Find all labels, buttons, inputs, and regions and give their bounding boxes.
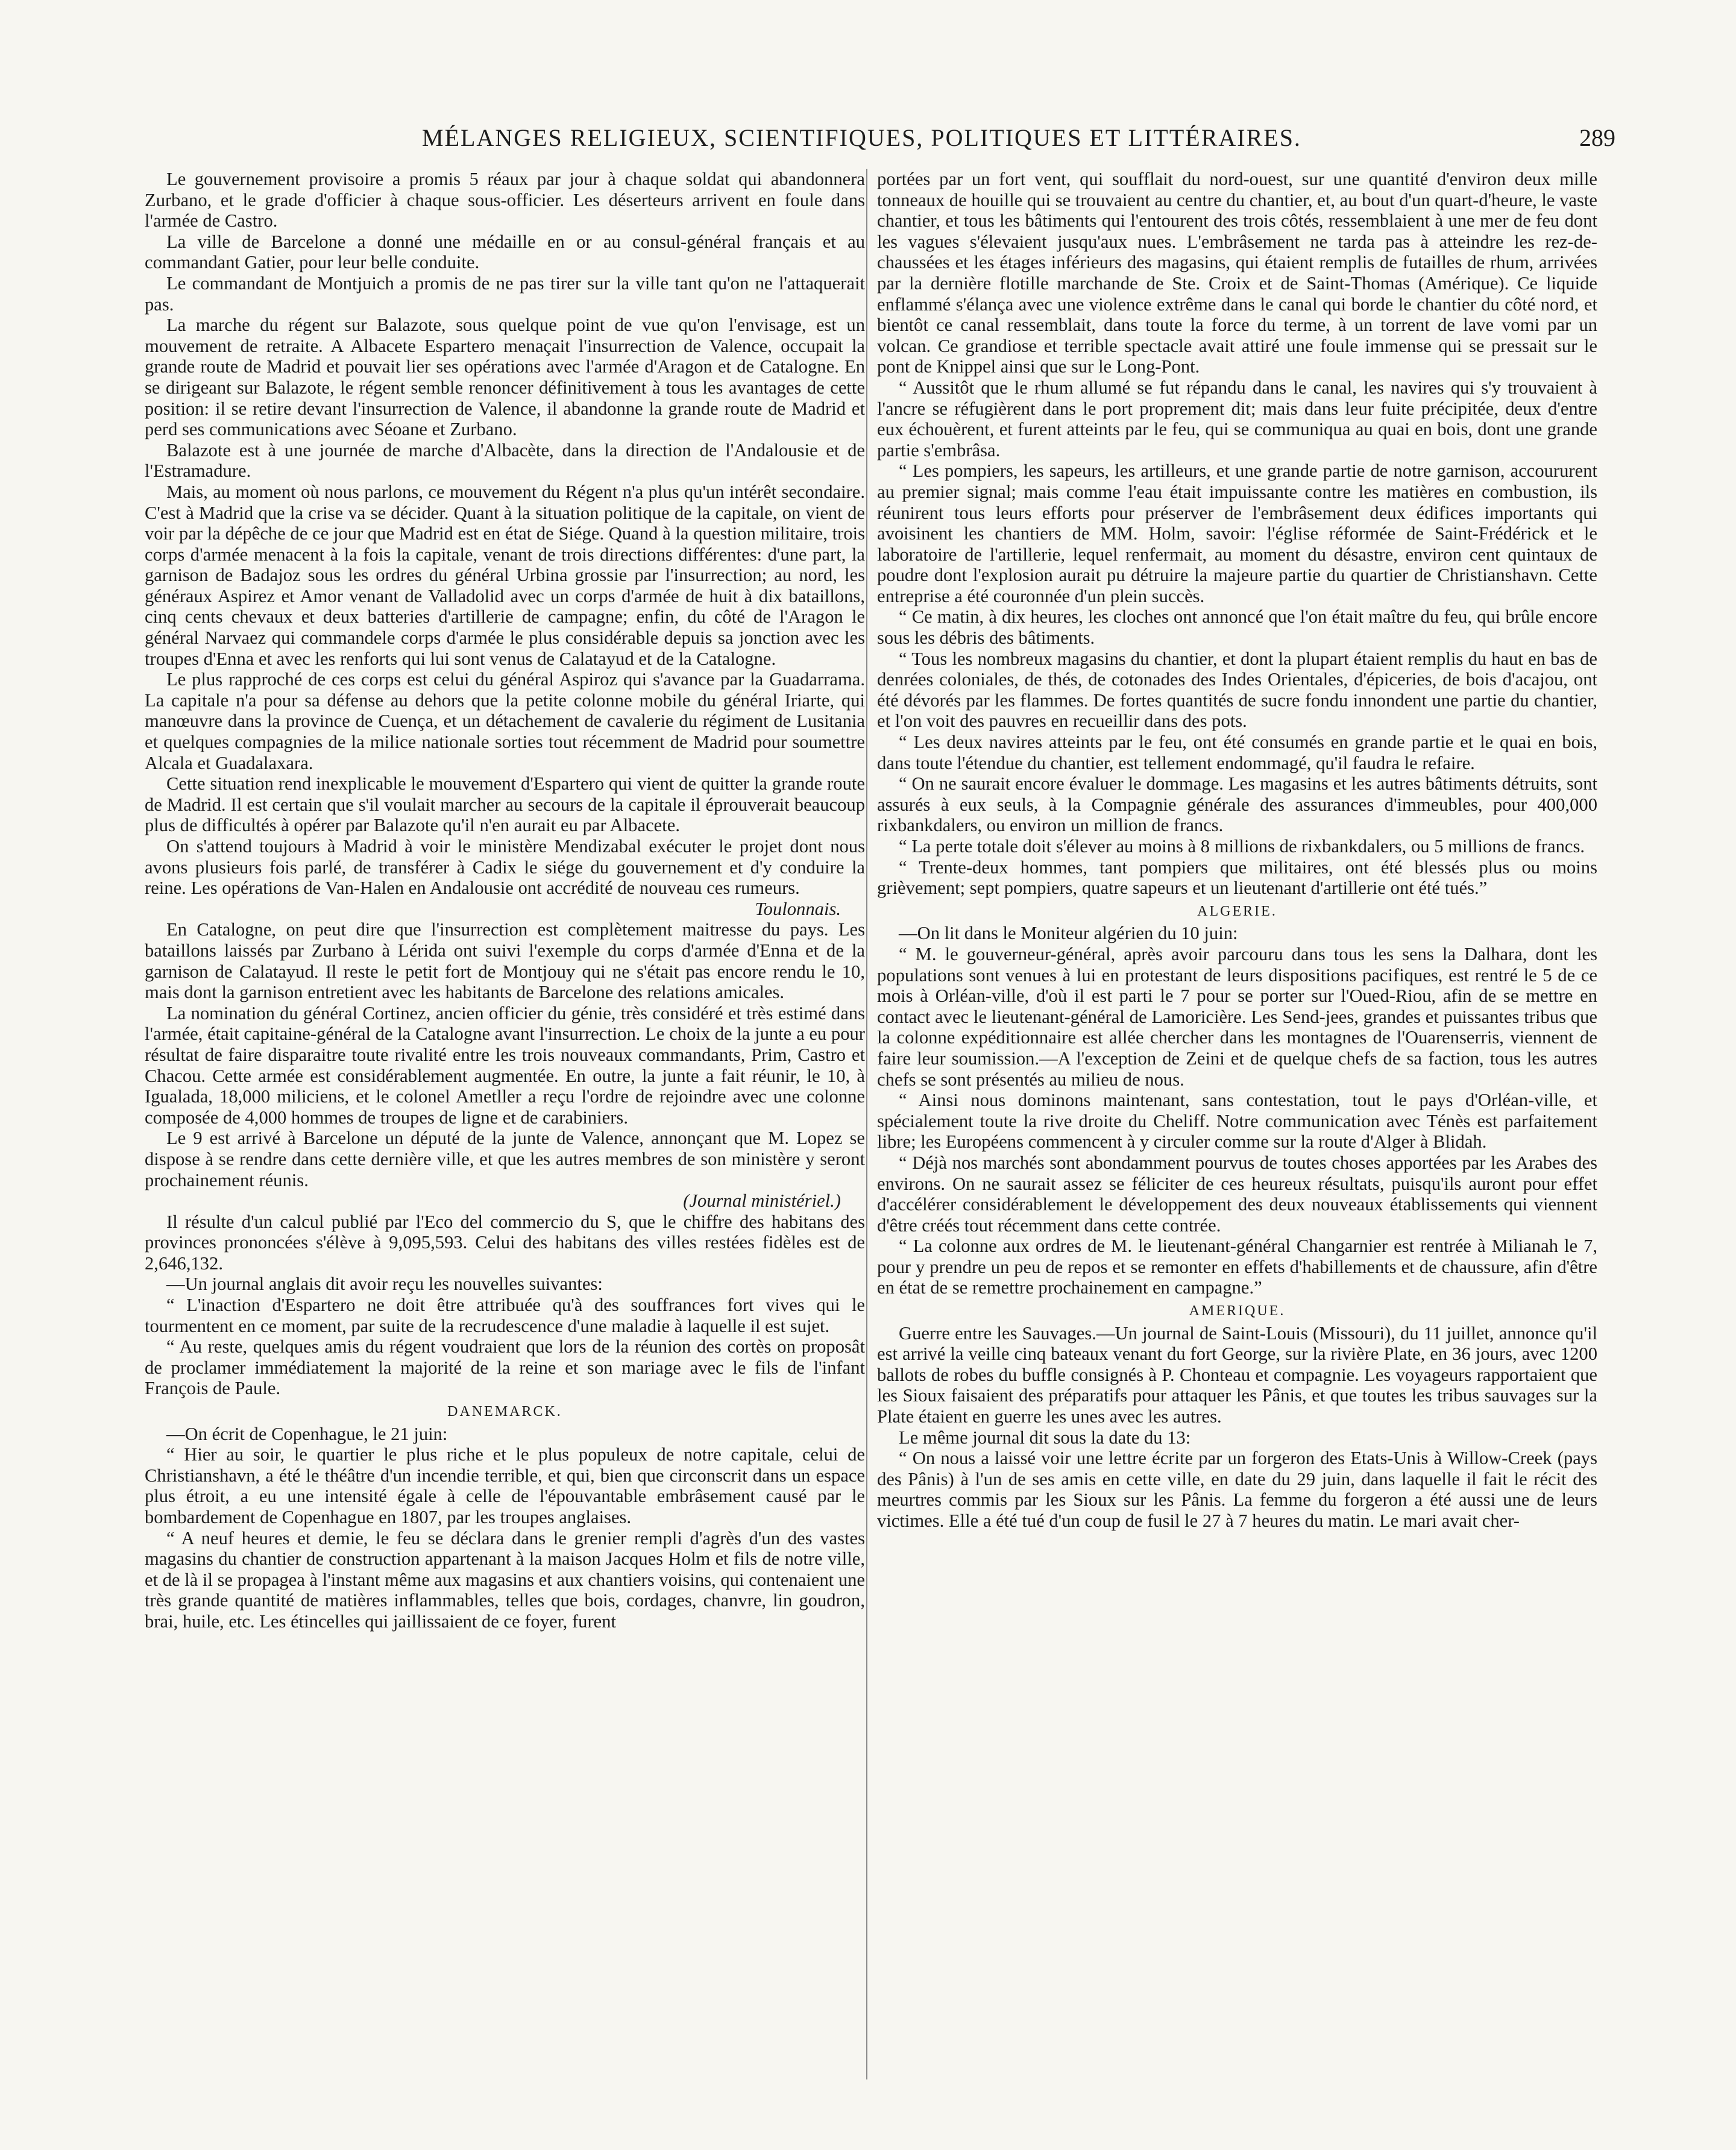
article-paragraph: “ Déjà nos marchés sont abondamment pourvus de toutes choses apportées par les Arabes des environs. On ne saurait assez se féliciter de ces heureux résultats, puisqu'ils auront pour effet d'accélérer considérablement le développement des deux nouveaux établissements qui viennent d'être créés tout récemment dans cette contrée. — [877, 1152, 1597, 1236]
article-paragraph: Balazote est à une journée de marche d'Albacète, dans la direction de l'Andalousie et de l'Estramadure. — [145, 439, 865, 482]
article-paragraph: “ Trente-deux hommes, tant pompiers que militaires, ont été blessés plus ou moins grièvement; sept pompiers, quatre sapeurs et un lieutenant d'artillerie ont été tués.” — [877, 857, 1597, 899]
running-title: MÉLANGES RELIGIEUX, SCIENTIFIQUES, POLITIQUES ET LITTÉRAIRES. — [422, 124, 1301, 151]
article-paragraph: —On écrit de Copenhague, le 21 juin: — [166, 1423, 448, 1444]
article-paragraph: “ Ce matin, à dix heures, les cloches ont annoncé que l'on était maître du feu, qui brûle encore sous les débris des bâtiments. — [877, 606, 1597, 649]
article-paragraph: “ Ainsi nous dominons maintenant, sans contestation, tout le pays d'Orléan-ville, et spécialement toute la rive droite du Cheliff. Notre communication avec Ténès est parfaitement libre; les Européens commencent à y circuler comme sur la route d'Alger à Blidah. — [877, 1090, 1597, 1152]
article-paragraph: “ Les deux navires atteints par le feu, ont été consumés en grande partie et le quai en bois, dans toute l'étendue du chantier, est tellement endommagé, qu'il faudra le refaire. — [877, 732, 1597, 773]
article-paragraph: Le 9 est arrivé à Barcelone un député de la junte de Valence, annonçant que M. Lopez se dispose à se rendre dans cette dernière ville, et que les autres membres de son ministère y seront prochainement réunis. — [145, 1128, 865, 1190]
article-paragraph: La nomination du général Cortinez, ancien officier du génie, très considéré et très estimé dans l'armée, était capitaine-général de la Catalogne avant l'insurrection. Le choix de la junte a eu pour résultat de faire disparaitre toute rivalité entre les trois nouveaux commandants, Prim, Castro et Chacou. Cette armée est considérablement augmentée. En outre, la junte a fait réunir, le 10, à Igualada, 18,000 miliciens, et le colonel Ametller a reçu l'ordre de rejoindre avec une colonne composée de 4,000 hommes de troupes de ligne et de carabiniers. — [145, 1002, 865, 1128]
page-header — [169, 124, 1615, 160]
article-paragraph: “ Les pompiers, les sapeurs, les artilleurs, et une grande partie de notre garnison, accoururent au premier signal; mais comme l'eau était impuissante contre les matières en combustion, ils réunirent tous leurs efforts pour préserver de l'embrâsement deux édifices importants qui avoisinent les chantiers de MM. Holm, savoir: l'église réformée de Saint-Frédérick et le laboratoire de l'artillerie, lequel renfermait, au moment du désastre, environ cent quintaux de poudre dont l'explosion aurait pu détruire la majeure partie du quartier de Christianshavn. Cette entreprise a été couronnée d'un plein succès. — [877, 460, 1597, 606]
left-column — [145, 169, 865, 2079]
article-paragraph: Le commandant de Montjuich a promis de ne pas tirer sur la ville tant qu'on ne l'attaquerait pas. — [145, 272, 865, 315]
source-attribution: (Journal ministériel.) — [683, 1190, 841, 1212]
section-heading: ALGERIE. — [1197, 903, 1277, 919]
article-paragraph: “ L'inaction d'Espartero ne doit être attribuée qu'à des souffrances fort vives qui le tourmentent en ce moment, par suite de la recrudescence d'une maladie à laquelle il est sujet. — [145, 1295, 865, 1336]
article-paragraph: —On lit dans le Moniteur algérien du 10 juin: — [899, 923, 1238, 944]
article-paragraph: Cette situation rend inexplicable le mouvement d'Espartero qui vient de quitter la grande route de Madrid. Il est certain que s'il voulait marcher au secours de la capitale il éprouverait beaucoup plus de difficultés à opérer par Balazote qu'il n'en aurait eu par Albacete. — [145, 773, 865, 836]
article-paragraph: “ La colonne aux ordres de M. le lieutenant-général Changarnier est rentrée à Milianah le 7, pour y prendre un peu de repos et se remonter en effets d'habillements et de chaussure, afin d'être en état de se remettre prochainement en campagne.” — [877, 1236, 1597, 1298]
article-paragraph: “ Hier au soir, le quartier le plus riche et le plus populeux de notre capitale, celui de Christianshavn, a été le théâtre d'un incendie terrible, et qui, bien que circonscrit dans un espace plus étroit, a eu une intensité égale à celle de l'épouvantable embrâsement causé par le bombardement de Copenhague en 1807, par les troupes anglaises. — [145, 1444, 865, 1527]
article-paragraph: La marche du régent sur Balazote, sous quelque point de vue qu'on l'envisage, est un mouvement de retraite. A Albacete Espartero menaçait l'insurrection de Valence, occupait la grande route de Madrid et pouvait lier ses opérations avec l'armée d'Aragon et de Catalogne. En se dirigeant sur Balazote, le régent semble renoncer définitivement à tous les avantages de cette position: il se retire devant l'insurrection de Valence, il abandonne la grande route de Madrid et perd ses communications avec Séoane et Zurbano. — [145, 315, 865, 440]
right-column — [877, 169, 1597, 2079]
article-paragraph: “ M. le gouverneur-général, après avoir parcouru dans tous les sens la Dalhara, dont les populations sont venues à lui en protestant de leurs dispositions pacifiques, est rentré le 5 de ce mois à Orléan-ville, d'où il est parti le 7 pour se porter sur l'Oued-Riou, afin de se mettre en contact avec le lieutenant-général de Lamoricière. Les Send-jees, grandes et puissantes tribus que la colonne expéditionnaire est allée chercher dans les montagnes de l'Ouarenserris, viennent de faire leur soumission.—A l'exception de Zeini et de quelque chefs de sa faction, tous les autres chefs se sont présentés au milieu de nous. — [877, 943, 1597, 1090]
article-paragraph: Le gouvernement provisoire a promis 5 réaux par jour à chaque soldat qui abandonnera Zurbano, et le grade d'officier à chaque sous-officier. Les déserteurs arrivent en foule dans l'armée de Castro. — [145, 169, 865, 231]
section-heading: DANEMARCK. — [447, 1404, 562, 1420]
article-paragraph: “ Aussitôt que le rhum allumé se fut répandu dans le canal, les navires qui s'y trouvaient à l'ancre se réfugièrent dans le port proprement dit; mais dans leur fuite précipitée, deux d'entre eux échouèrent, et furent atteints par le feu, qui se communiqua au quai en bois, dont une grande partie s'embrâsa. — [877, 377, 1597, 460]
page-number: 289 — [1579, 124, 1615, 151]
article-paragraph: La ville de Barcelone a donné une médaille en or au consul-général français et au commandant Gatier, pour leur belle conduite. — [145, 231, 865, 273]
article-paragraph: Guerre entre les Sauvages.—Un journal de Saint-Louis (Missouri), du 11 juillet, annonce qu'il est arrivé la veille cinq bateaux venant du fort George, sur la rivière Plate, en 36 jours, avec 1200 ballots de robes du buffle consignés à P. Chonteau et compagnie. Les voyageurs rapportaient que les Sioux faisaient des préparatifs pour attaquer les Pânis, et que toutes les tribus sauvages sur la Plate étaient en guerre les unes avec les autres. — [877, 1322, 1597, 1427]
article-paragraph: “ Tous les nombreux magasins du chantier, et dont la plupart étaient remplis du haut en bas de denrées coloniales, de thés, de cotonades des Indes Orientales, d'épiceries, de bois d'acajou, ont été dévorés par les flammes. De fortes quantités de sucre fondu innondent une partie du chantier, et l'on voit des pauvres en recueillir dans des pots. — [877, 648, 1597, 732]
source-attribution: Toulonnais. — [755, 898, 841, 919]
article-paragraph: Le même journal dit sous la date du 13: — [899, 1427, 1191, 1448]
article-paragraph: En Catalogne, on peut dire que l'insurrection est complètement maitresse du pays. Les bataillons laissés par Zurbano à Lérida ont suivi l'exemple du corps d'armée d'Enna et de la garnison de Calatayud. Il reste le petit fort de Montjouy qui ne s'était pas encore rendu le 10, mais dont la garnison entretient avec les habitants de Barcelone des relations amicales. — [145, 919, 865, 1003]
article-paragraph: —Un journal anglais dit avoir reçu les nouvelles suivantes: — [166, 1274, 603, 1295]
article-paragraph: “ On ne saurait encore évaluer le dommage. Les magasins et les autres bâtiments détruits, sont assurés à eux seuls, à la Compagnie générale des assurances d'immeubles, pour 400,000 rixbankdalers, ou environ un million de francs. — [877, 773, 1597, 836]
article-paragraph: Le plus rapproché de ces corps est celui du général Aspiroz qui s'avance par la Guadarrama. La capitale n'a pour sa défense au dehors que la petite colonne mobile du général Iriarte, qui manœuvre dans la province de Cuença, et un détachement de cavalerie du régiment de Lusitania et quelques compagnies de la milice nationale sorties tout récemment de Madrid pour soumettre Alcala et Guadalaxara. — [145, 669, 865, 773]
article-paragraph: “ On nous a laissé voir une lettre écrite par un forgeron des Etats-Unis à Willow-Creek (pays des Pânis) à l'un de ses amis en cette ville, en date du 29 juin, dans laquelle il fait le récit des meurtres commis par les Sioux sur les Pânis. La femme du forgeron a été aussi une de leurs victimes. Elle a été tué d'un coup de fusil le 27 à 7 heures du matin. Le mari avait cher- — [877, 1448, 1597, 1531]
article-paragraph: On s'attend toujours à Madrid à voir le ministère Mendizabal exécuter le projet dont nous avons plusieurs fois parlé, de transférer à Cadix le siége du gouvernement et d'y conduire la reine. Les opérations de Van-Halen en Andalousie ont accrédité de nouveau ces rumeurs. — [145, 836, 865, 899]
article-paragraph: “ Au reste, quelques amis du régent voudraient que lors de la réunion des cortès on proposât de proclamer immédiatement la majorité de la reine et son mariage avec le fils de l'infant François de Paule. — [145, 1336, 865, 1399]
article-paragraph: Il résulte d'un calcul publié par l'Eco del commercio du S, que le chiffre des habitans des provinces prononcées s'élève à 9,095,593. Celui des habitans des villes restées fidèles est de 2,646,132. — [145, 1211, 865, 1274]
article-paragraph: “ La perte totale doit s'élever au moins à 8 millions de rixbankdalers, ou 5 millions de francs. — [899, 836, 1585, 857]
column-rule — [866, 169, 867, 2079]
article-paragraph: portées par un fort vent, qui soufflait du nord-ouest, sur une quantité d'environ deux mille tonneaux de houille qui se trouvaient au centre du chantier, et, au bout d'un quart-d'heure, le vaste chantier, et tous les bâtiments qui l'entourent des trois côtés, ressemblaient à une mer de feu dont les vagues s'élevaient jusqu'aux nues. L'embrâsement ne tarda pas à atteindre les rez-de-chaussées et les étages inférieurs des magasins, qui étaient remplis de futailles de rhum, arrivées par la dernière flotille marchande de Ste. Croix et de Saint-Thomas (Amérique). Ce liquide enflammé s'élança avec une violence extrême dans le canal qui borde le chantier du côté nord, et bientôt ce canal ressemblait, dans toute la force du terme, à un torrent de lave vomi par un volcan. Ce grandiose et terrible spectacle avait attiré une foule immense qui se pressait sur le pont de Knippel ainsi que sur le Long-Pont. — [877, 169, 1597, 377]
article-paragraph: “ A neuf heures et demie, le feu se déclara dans le grenier rempli d'agrès d'un des vastes magasins du chantier de construction appartenant à la maison Jacques Holm et fils de notre ville, et de là il se propagea à l'instant même aux magasins et aux chantiers voisins, qui contenaient une très grande quantité de matières inflammables, telles que bois, cordages, chanvre, lin goudron, brai, huile, etc. Les étincelles qui jaillissaient de ce foyer, furent — [145, 1527, 865, 1632]
article-paragraph: Mais, au moment où nous parlons, ce mouvement du Régent n'a plus qu'un intérêt secondaire. C'est à Madrid que la crise va se décider. Quant à la situation politique de la capitale, on vient de voir par la dépêche de ce jour que Madrid est en état de Siége. Quand à la question militaire, trois corps d'armée menacent à la fois la capitale, venant de trois directions différentes: d'une part, la garnison de Badajoz sous les ordres du général Urbina grossie par l'insurrection; au nord, les généraux Aspirez et Amor venant de Valladolid avec un corps d'armée de huit à dix bataillons, cinq cents chevaux et deux batteries d'artillerie de campagne; enfin, du côté de l'Aragon le général Narvaez qui commandele corps d'armée le plus considérable depuis sa jonction avec les troupes d'Enna et avec les renforts qui lui sont venus de Calatayud et de la Catalogne. — [145, 481, 865, 669]
section-heading: AMERIQUE. — [1189, 1303, 1286, 1319]
